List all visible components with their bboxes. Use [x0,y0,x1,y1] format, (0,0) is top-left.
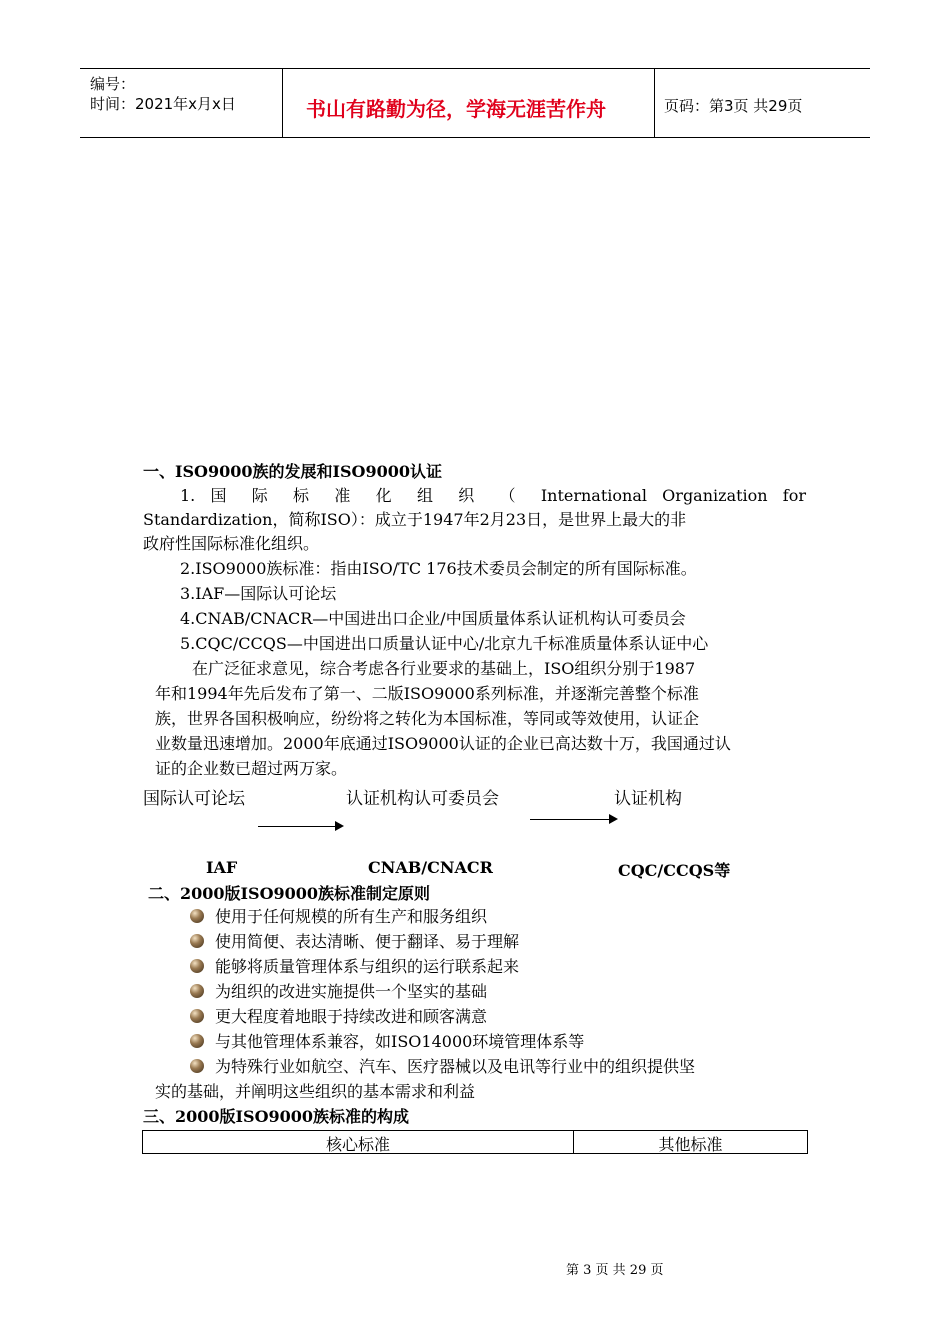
table-header-other: 其他标准 [658,1135,723,1154]
bullet-icon [190,984,204,998]
standards-table [142,1130,808,1154]
page-header [80,68,870,138]
section2-bullet-text: 与其他管理体系兼容，如ISO14000环境管理体系等 [215,1032,585,1051]
section1-item1-line2: Standardization，简称ISO）：成立于1947年2月23日，是世界上最大的非 [143,510,687,529]
section1-item5: 5.CQC/CCQS—中国进出口质量认证中心/北京九千标准质量体系认证中心 [180,634,709,653]
bullet-icon [190,1034,204,1048]
section2-bullet-continuation: 实的基础，并阐明这些组织的基本需求和利益 [155,1082,476,1101]
section2-bullet-text: 能够将质量管理体系与组织的运行联系起来 [215,957,520,976]
flow-arrow1-head [335,821,344,831]
bullet-icon [190,934,204,948]
bullet-icon [190,909,204,923]
section1-item2: 2.ISO9000族标准：指由ISO/TC 176技术委员会制定的所有国际标准。 [180,559,697,578]
section1-paragraph-line: 证的企业数已超过两万家。 [155,759,348,778]
section2-bullet-text: 为组织的改进实施提供一个坚实的基础 [215,982,488,1001]
flow-node2-code: CNAB/CNACR [368,858,493,877]
flow-node2-label: 认证机构认可委员会 [346,789,499,809]
header-divider [654,69,655,137]
flow-arrow2-line [530,819,610,820]
flow-arrow2-head [609,814,618,824]
section1-item4: 4.CNAB/CNACR—中国进出口企业/中国质量体系认证机构认可委员会 [180,609,686,628]
bullet-icon [190,1059,204,1073]
header-motto: 书山有路勤为径，学海无涯苦作舟 [306,97,606,121]
bullet-icon [190,959,204,973]
section1-paragraph-line: 年和1994年先后发布了第一、二版ISO9000系列标准，并逐渐完善整个标准 [155,684,699,703]
section2-bullet-text: 使用于任何规模的所有生产和服务组织 [215,907,488,926]
flow-node1-label: 国际认可论坛 [143,789,245,809]
section2-bullet-text: 使用简便、表达清晰、便于翻译、易于理解 [215,932,520,951]
flow-node3-label: 认证机构 [614,789,682,809]
section1-title: 一、ISO9000族的发展和ISO9000认证 [143,462,443,481]
section1-item3: 3.IAF—国际认可论坛 [180,584,337,603]
section1-item1-line1: 1. 国 际 标 准 化 组 织 （ International Organization for [180,486,806,505]
section3-title: 三、2000版ISO9000族标准的构成 [143,1107,410,1126]
section1-paragraph-line: 在广泛征求意见，综合考虑各行业要求的基础上，ISO组织分别于1987 [192,659,696,678]
flow-arrow1-line [258,826,336,827]
section2-title: 二、2000版ISO9000族标准制定原则 [148,884,431,903]
table-header-core: 核心标准 [325,1135,390,1154]
section2-bullet-text: 更大程度着地眼于持续改进和顾客满意 [215,1007,488,1026]
flow-node1-code: IAF [206,858,238,877]
header-number-label: 编号： [90,75,136,93]
flow-node3-code: CQC/CCQS等 [618,861,731,880]
section1-paragraph-line: 业数量迅速增加。2000年底通过ISO9000认证的企业已高达数十万，我国通过认 [155,734,731,753]
section1-item1-line3: 政府性国际标准化组织。 [143,534,320,553]
header-date-label: 时间：2021年x月x日 [90,95,236,113]
bullet-icon [190,1009,204,1023]
page-footer: 第 3 页 共 29 页 [566,1263,664,1278]
section1-paragraph-line: 族，世界各国积极响应，纷纷将之转化为本国标准，等同或等效使用，认证企 [155,709,700,728]
section2-bullet-text: 为特殊行业如航空、汽车、医疗器械以及电讯等行业中的组织提供坚 [215,1057,696,1076]
header-divider [282,69,283,137]
header-page-label: 页码：第3页 共29页 [664,97,803,115]
